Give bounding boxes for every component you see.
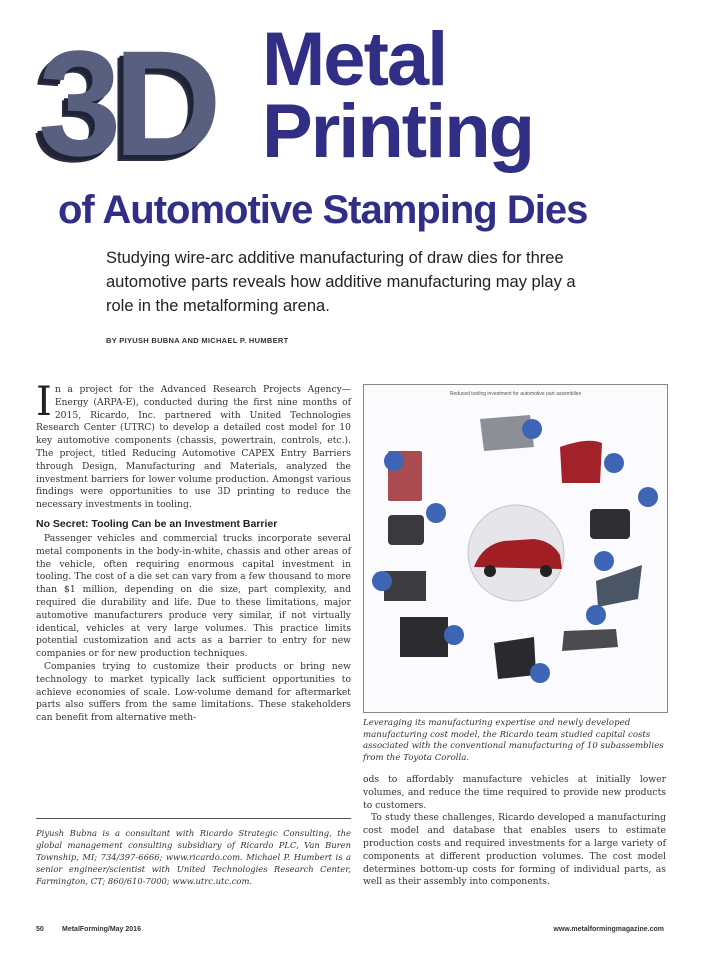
dropcap: I [36,379,52,425]
headlamp-part-icon [596,565,642,607]
paragraph: ods to affordably manufacture vehicles at initially lower volumes, and reduce the time required to provide new products to customers. [363,774,666,811]
cost-badge-icon [522,419,542,439]
left-column [36,379,351,725]
console-part-icon [400,617,448,657]
figure-title: Reduced tooling investment for automotive part assemblies [449,391,582,397]
publication-info: MetalForming/May 2016 [62,926,141,933]
bracket-part-icon [388,515,424,545]
figure-illustration [364,385,667,712]
deck: Studying wire-arc additive manufacturing of draw dies for three automotive parts reveals how additive manufacturing may play a role in the metalforming arena. [106,249,576,315]
cost-badge-icon [638,487,658,507]
cost-badge-icon [530,663,550,683]
engine-mount-part-icon [494,637,536,679]
intro-text: n a project for the Advanced Research Projects Agency—Energy (ARPA-E), conducted during the first nine months of 2015, Ricardo, Inc. partnered with United Technologies Research Center (UTRC) to develop a detailed cost model for 10 key automotive components (chassis, powertrain, controls, etc.). The project, titled Reducing Automotive CAPEX Entry Barriers through Design, Manufacturing and Materials, analyzed the investment barriers for lower volume production. Amongst various findings were opportunities to use 3D printing to reduce the necessary investments in tooling. [36,384,351,511]
website-url: www.metalformingmagazine.com [553,926,664,933]
car-wheel-icon [484,565,496,577]
cost-badge-icon [604,453,624,473]
right-column [363,774,666,889]
figure [363,384,668,713]
cost-badge-icon [384,451,404,471]
cost-badge-icon [372,571,392,591]
crossmember-part-icon [562,629,618,651]
figure-caption: Leveraging its manufacturing expertise and newly developed manufacturing cost model, the Ricardo team studied capital costs associated with the conventional manufacturing of 10 subassemblies from the Toyota Corolla. [363,718,664,763]
page-number: 50 [36,926,44,933]
paragraph: Passenger vehicles and commercial trucks incorporate several metal components in the body-in-white, chassis and other areas of the vehicle, often requiring enormous capital investment in tooling. The cost of a die set can vary from a few thousand to more than $1 million, depending on die size, part complexity, and required die durability and life. Due to these limitations, major automotive manufacturers produce very similar, if not virtually identical, vehicles at very large volumes. This practice limits potential customization and acts as a barrier to entry for new companies or for new production techniques. [36,532,351,660]
subtitle: of Automotive Stamping Dies [58,188,588,232]
cost-badge-icon [594,551,614,571]
cost-badge-icon [586,605,606,625]
author-bio: Piyush Bubna is a consultant with Ricardo Strategic Consulting, the global management consulting subsidiary of Ricardo PLC, Van Buren Township, MI; 734/397-6666; www.ricardo.com. Michael P. Humbert is a senior engineer/scientist with United Technologies Research Center, Farmington, CT; 860/610-7000; www.utrc.utc.com. [36,818,351,887]
section-heading: No Secret: Tooling Can be an Investment Barrier [36,517,278,530]
byline: BY PIYUSH BUBNA AND MICHAEL P. HUMBERT [106,336,289,345]
paragraph: To study these challenges, Ricardo developed a manufacturing cost model and database that enables users to estimate production costs and required investments for a large variety of components at different production volumes. The cost model determines bottom-up costs for forming of individual parts, as well as their assembly into components. [363,812,666,888]
intro-paragraph [36,379,351,512]
paragraph: Companies trying to customize their products or bring new technology to market typically lack sufficient opportunities to achieve economies of scale. Low-volume demand for aftermarket parts also suffers from the same limitations. These stakeholders can benefit from alternative meth- [36,660,351,724]
title-3d: 3D [38,19,214,187]
title-metal: Metal [262,17,447,102]
door-part-icon [560,441,602,483]
cost-badge-icon [426,503,446,523]
title-printing: Printing [262,89,534,174]
car-wheel-icon [540,565,552,577]
seat-part-icon [590,509,630,539]
cost-badge-icon [444,625,464,645]
